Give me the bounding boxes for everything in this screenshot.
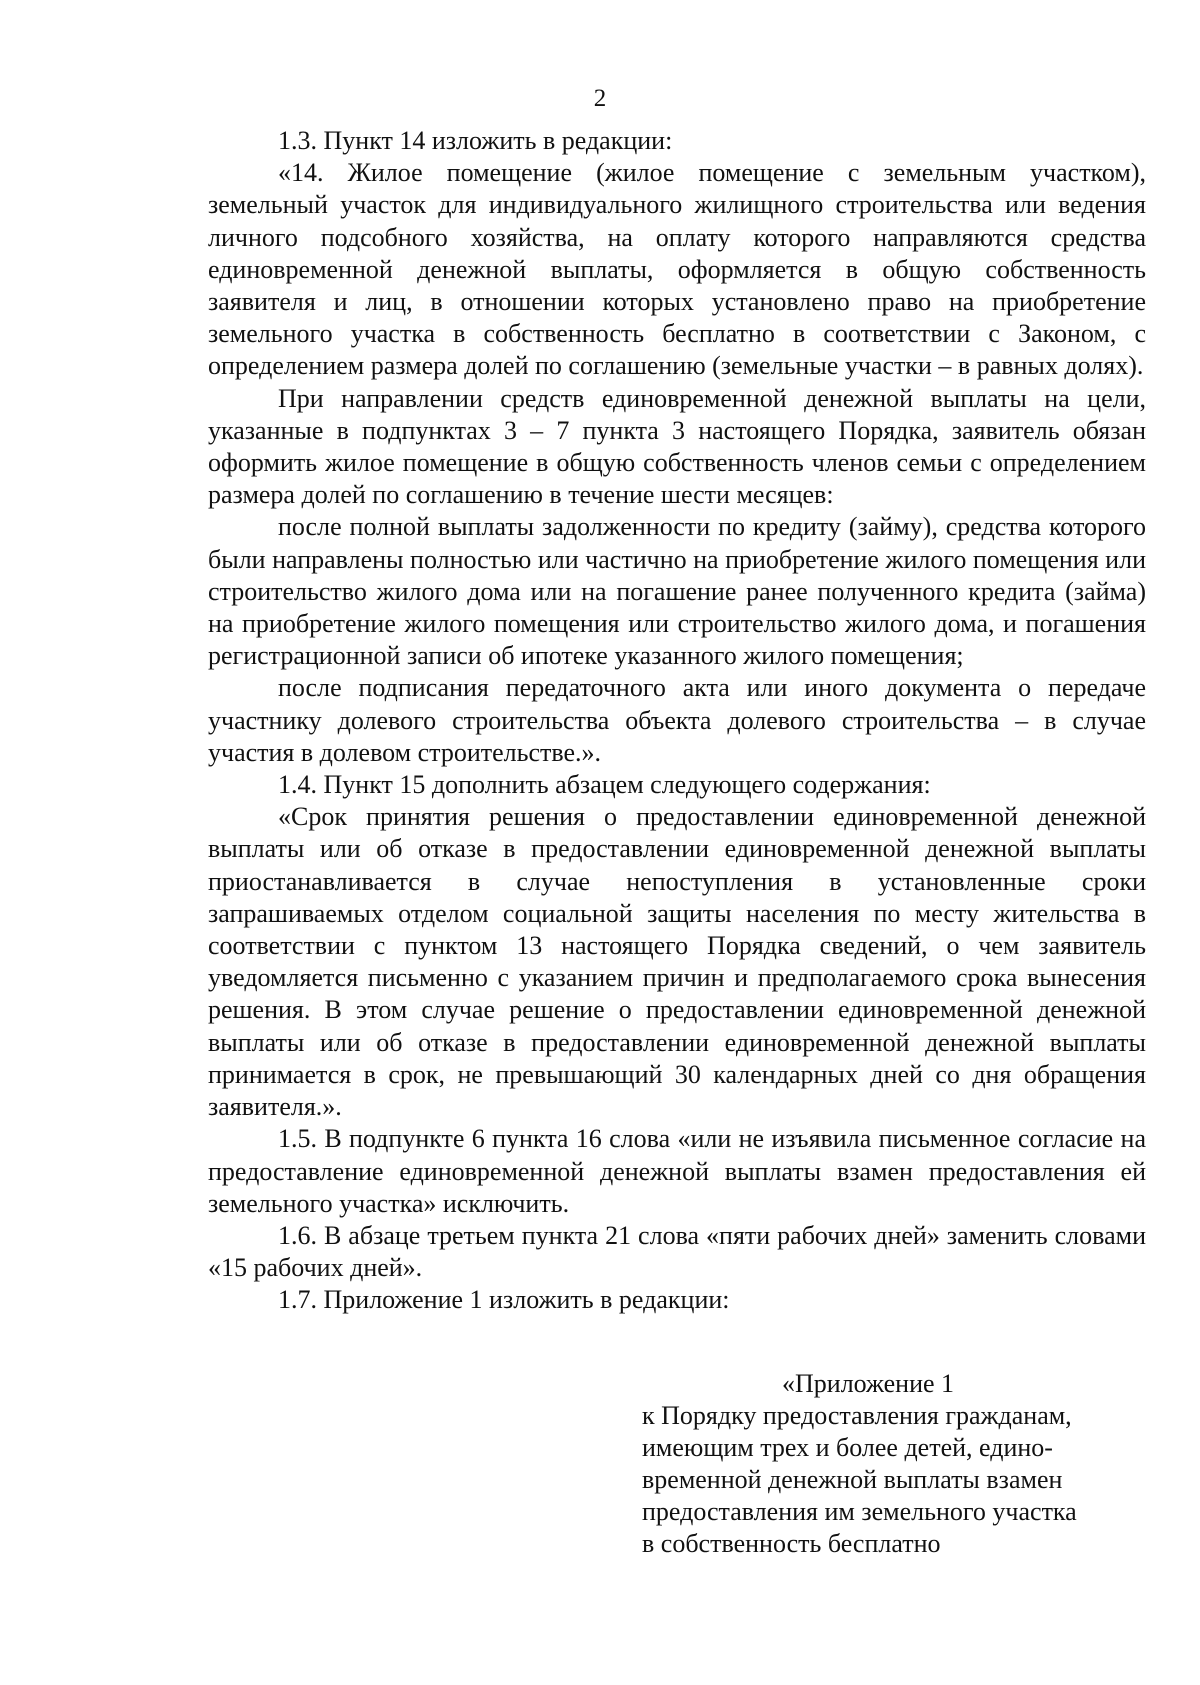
appendix-title: «Приложение 1 [782,1369,955,1398]
appendix-line: к Порядку предоставления гражданам, [642,1401,1072,1430]
paragraph-1-7: 1.7. Приложение 1 изложить в редакции: [278,1285,730,1315]
document-body [208,125,1146,1317]
paragraph-after-transfer-act: после подписания передаточного акта или иного документа о передаче участнику долевого строительства объекта долевого строительства – в случае участия в долевом строительстве.». [208,673,1146,767]
appendix-line: временной денежной выплаты взамен [642,1465,1063,1494]
appendix-line: в собственность бесплатно [642,1529,941,1558]
appendix-header [642,1368,1142,1560]
paragraph-item-14: «14. Жилое помещение (жилое помещение с земельным участком), земельный участок для индивидуального жилищного строительства или ведения личного подсобного хозяйства, на оплату которого направляются средства единовременной денежной выплаты, оформляется в общую собственность заявителя и лиц, в отношении которых установлено право на приобретение земельного участка в собственность бесплатно в соответствии с Законом, с определением размера долей по соглашению (земельные участки – в равных долях). [208,158,1146,381]
paragraph-1-6: 1.6. В абзаце третьем пункта 21 слова «пяти рабочих дней» заменить словами «15 рабочих дней». [208,1220,1146,1283]
paragraph-1-4: 1.4. Пункт 15 дополнить абзацем следующего содержания: [278,770,931,800]
page-number: 2 [593,85,607,112]
paragraph-funds-direction: При направлении средств единовременной денежной выплаты на цели, указанные в подпунктах 3 – 7 пункта 3 настоящего Порядка, заявитель обязан оформить жилое помещение в общую собственность членов семьи с определением размера долей по соглашению в течение шести месяцев: [208,383,1146,510]
paragraph-1-3: 1.3. Пункт 14 изложить в редакции: [278,126,673,155]
appendix-line: предоставления им земельного участка [642,1497,1077,1526]
appendix-line: имеющим трех и более детей, едино- [642,1433,1053,1462]
paragraph-after-loan-repayment: после полной выплаты задолженности по кредиту (займу), средства которого были направлены полностью или частично на приобретение жилого помещения или строительство жилого дома или на погашение ранее полученного кредита (займа) на приобретение жилого помещения или строительство жилого дома, и погашения регистрационной записи об ипотеке указанного жилого помещения; [208,512,1146,671]
paragraph-1-5: 1.5. В подпункте 6 пункта 16 слова «или не изъявила письменное согласие на предоставление единовременной денежной выплаты взамен предоставления ей земельного участка» исключить. [208,1124,1146,1218]
paragraph-decision-term: «Срок принятия решения о предоставлении единовременной денежной выплаты или об отказе в предоставлении единовременной денежной выплаты приостанавливается в случае непоступления в установленные сроки запрашиваемых отделом социальной защиты населения по месту жительства в соответствии с пунктом 13 настоящего Порядка сведений, о чем заявитель уведомляется письменно с указанием причин и предполагаемого срока вынесения решения. В этом случае решение о предоставлении единовременной денежной выплаты или об отказе в предоставлении единовременной денежной выплаты принимается в срок, не превышающий 30 календарных дней со дня обращения заявителя.». [208,802,1146,1122]
